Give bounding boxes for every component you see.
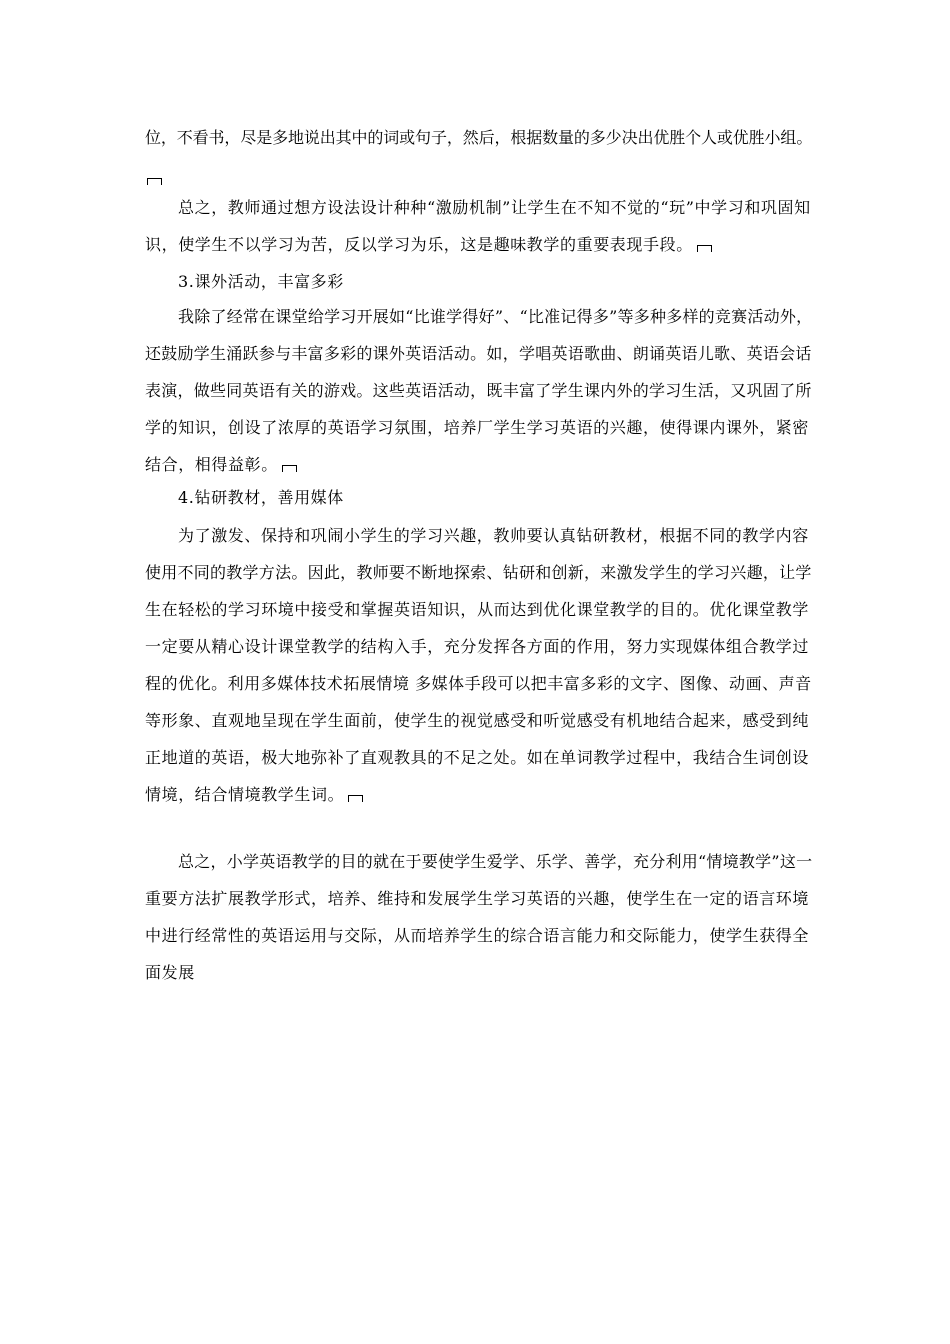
paragraph-line: 学的知识，创设了浓厚的英语学习氛围，培养厂学生学习英语的兴趣，使得课内课外，紧密 bbox=[145, 418, 810, 437]
paragraph-line: 一定要从精心设计课堂教学的结构入手，充分发挥各方面的作用，努力实现媒体组合教学过 bbox=[145, 637, 810, 656]
paragraph-line: 中进行经常性的英语运用与交际，从而培养学生的综合语言能力和交际能力，使学生获得全 bbox=[145, 926, 810, 945]
paragraph-line: 表演，做些同英语有关的游戏。这些英语活动，既丰富了学生课内外的学习生活，又巩固了所 bbox=[145, 381, 812, 400]
paragraph-line: 生在轻松的学习环境中接受和掌握英语知识，从而达到优化课堂教学的目的。优化课堂教学 bbox=[145, 600, 810, 619]
paragraph-line: 我除了经常在课堂给学习开展如“比谁学得好”、“比准记得多”等多种多样的竞赛活动外， bbox=[178, 307, 813, 326]
paragraph-line: 还鼓励学生涌跃参与丰富多彩的课外英语活动。如，学唱英语歌曲、朗诵英语儿歌、英语会话 bbox=[145, 344, 812, 363]
paragraph-line: 正地道的英语，极大地弥补了直观教具的不足之处。如在单词教学过程中，我结合生词创设 bbox=[145, 748, 810, 767]
paragraph-line: 程的优化。利用多媒体技术拓展情境 多媒体手段可以把丰富多彩的文字、图像、动画、声音 bbox=[145, 674, 812, 693]
paragraph-line-text: 识，使学生不以学习为苦，反以学习为乐，这是趣味教学的重要表现手段。 bbox=[145, 235, 693, 254]
paragraph-line-with-mark bbox=[145, 455, 297, 475]
paragraph-mark-icon bbox=[348, 795, 363, 802]
paragraph-line-text: 情境，结合情境教学生词。 bbox=[145, 785, 345, 804]
section-heading-4: 4.钻研教材，善用媒体 bbox=[178, 488, 344, 507]
paragraph-line: 总之，小学英语教学的目的就在于要使学生爱学、乐学、善学，充分利用“情境教学”这一 bbox=[178, 852, 813, 871]
paragraph-line-with-mark bbox=[145, 235, 712, 255]
paragraph-line: 总之，教师通过想方设法设计种种“激励机制”让学生在不知不觉的“玩”中学习和巩固知 bbox=[178, 198, 811, 217]
paragraph-line: 位，不看书，尽是多地说出其中的词或句子，然后，根据数量的多少决出优胜个人或优胜小组。 bbox=[145, 128, 813, 147]
paragraph-line: 等形象、直观地呈现在学生面前，使学生的视觉感受和听觉感受有机地结合起来，感受到纯 bbox=[145, 711, 810, 730]
paragraph-mark-icon bbox=[147, 178, 162, 185]
paragraph-line: 使用不同的教学方法。因此，教师要不断地探索、钻研和创新，来激发学生的学习兴趣，让学 bbox=[145, 563, 812, 582]
paragraph-mark-icon bbox=[282, 465, 297, 472]
paragraph-line-with-mark bbox=[145, 785, 363, 805]
paragraph-line: 重要方法扩展教学形式，培养、维持和发展学生学习英语的兴趣，使学生在一定的语言环境 bbox=[145, 889, 810, 908]
section-heading-3: 3.课外活动，丰富多彩 bbox=[178, 272, 344, 291]
paragraph-line: 面发展 bbox=[145, 963, 195, 982]
paragraph-line-text: 结合，相得益彰。 bbox=[145, 455, 278, 474]
paragraph-line: 为了激发、保持和巩闹小学生的学习兴趣，教帅要认真钻研教材，根据不同的教学内容 bbox=[178, 526, 809, 545]
paragraph-mark-icon bbox=[697, 245, 712, 252]
